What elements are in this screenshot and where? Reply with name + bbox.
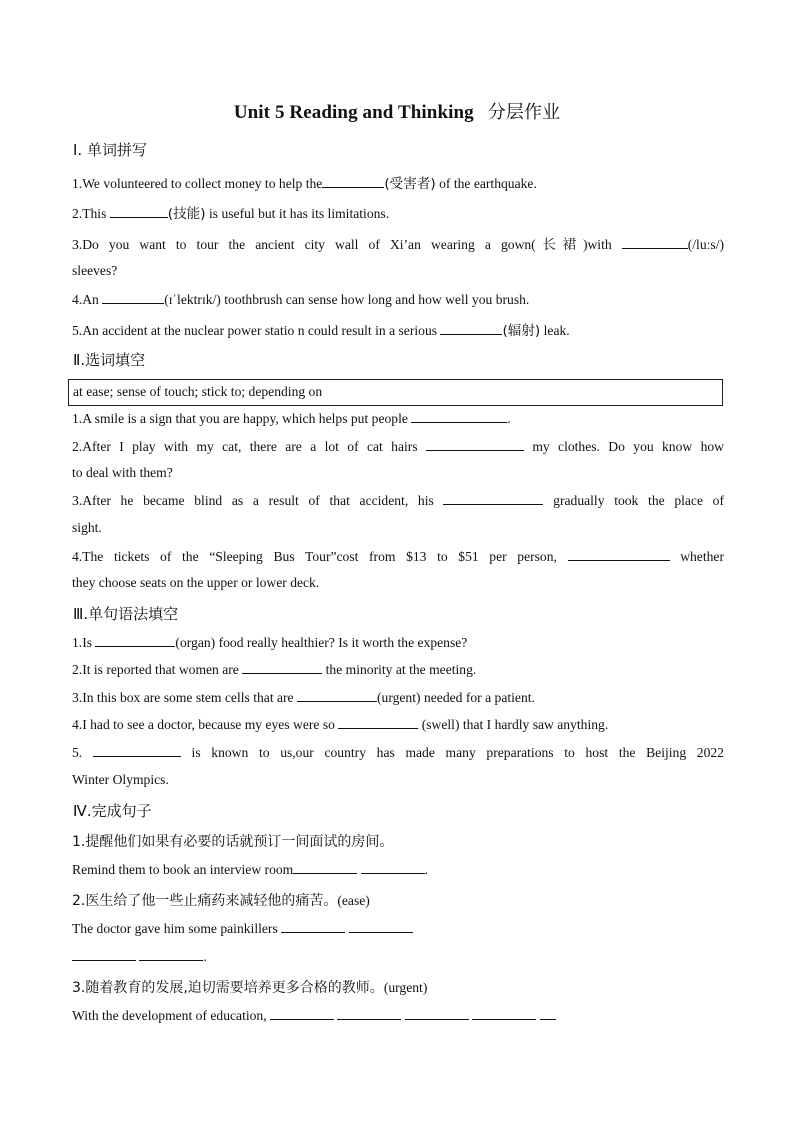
s2-question-2-cont: to deal with them? xyxy=(72,465,173,480)
s1-question-1: 1.We volunteered to collect money to help the (受害者) of the earthquake. xyxy=(72,176,537,192)
section-2-heading: Ⅱ.选词填空 xyxy=(73,351,146,369)
page-title: Unit 5 Reading and Thinking 分层作业 xyxy=(233,102,561,123)
s4-question-1-chinese: 1.提醒他们如果有必要的话就预订一间面试的房间。 xyxy=(72,834,394,850)
s3-question-2: 2.It is reported that women are the minority at the meeting. xyxy=(72,662,477,677)
word-bank-box xyxy=(68,379,723,406)
s3-question-5: 5. is known to us,our country has made many preparations to host the Beijing 2022 xyxy=(72,745,724,760)
s3-question-3: 3.In this box are some stem cells that are (urgent) needed for a patient. xyxy=(72,690,535,705)
s2-question-3: 3.After he became blind as a result of that accident, his gradually took the place of xyxy=(72,493,725,508)
s2-question-3-cont: sight. xyxy=(72,520,102,535)
s3-question-5-cont: Winter Olympics. xyxy=(72,772,169,787)
s1-question-3-cont: sleeves? xyxy=(72,263,118,278)
s3-question-1: 1.Is (organ) food really healthier? Is it worth the expense? xyxy=(72,635,468,650)
s1-question-5: 5.An accident at the nuclear power statio n could result in a serious (辐射) leak. xyxy=(72,323,570,339)
section-4-heading: Ⅳ.完成句子 xyxy=(73,802,152,820)
s2-question-4-cont: they choose seats on the upper or lower deck. xyxy=(72,575,320,590)
s4-question-2-english: The doctor gave him some painkillers xyxy=(72,920,724,937)
s1-question-3: 3.Do you want to tour the ancient city wall of Xi’an wearing a gown(长裙)with (/luːs/) xyxy=(72,237,724,252)
section-3-heading: Ⅲ.单句语法填空 xyxy=(73,605,179,623)
s3-question-4: 4.I had to see a doctor, because my eyes were so (swell) that I hardly saw anything. xyxy=(72,717,609,732)
section-1-heading: Ⅰ. 单词拼写 xyxy=(73,141,147,159)
s4-question-2-cont: . xyxy=(72,948,724,965)
s4-question-1-english: Remind them to book an interview room . xyxy=(72,862,429,877)
s1-question-4: 4.An (ɪˈlektrɪk/) toothbrush can sense how long and how well you brush. xyxy=(72,292,530,307)
s1-question-2: 2.This (技能) is useful but it has its limitations. xyxy=(72,206,390,222)
s4-question-3-chinese: 3.随着教育的发展,迫切需要培养更多合格的教师。(urgent) xyxy=(72,980,428,996)
s4-question-2-chinese: 2.医生给了他一些止痛药来减轻他的痛苦。(ease) xyxy=(72,893,370,909)
s2-question-1: 1.A smile is a sign that you are happy, which helps put people . xyxy=(72,411,511,426)
s2-question-2: 2.After I play with my cat, there are a lot of cat hairs my clothes. Do you know how xyxy=(72,439,724,454)
s2-question-4: 4.The tickets of the “Sleeping Bus Tour”cost from $13 to $51 per person, whether xyxy=(72,549,724,564)
word-bank: at ease; sense of touch; stick to; depending on xyxy=(73,384,323,399)
s4-question-3-english: With the development of education, xyxy=(72,1007,724,1024)
